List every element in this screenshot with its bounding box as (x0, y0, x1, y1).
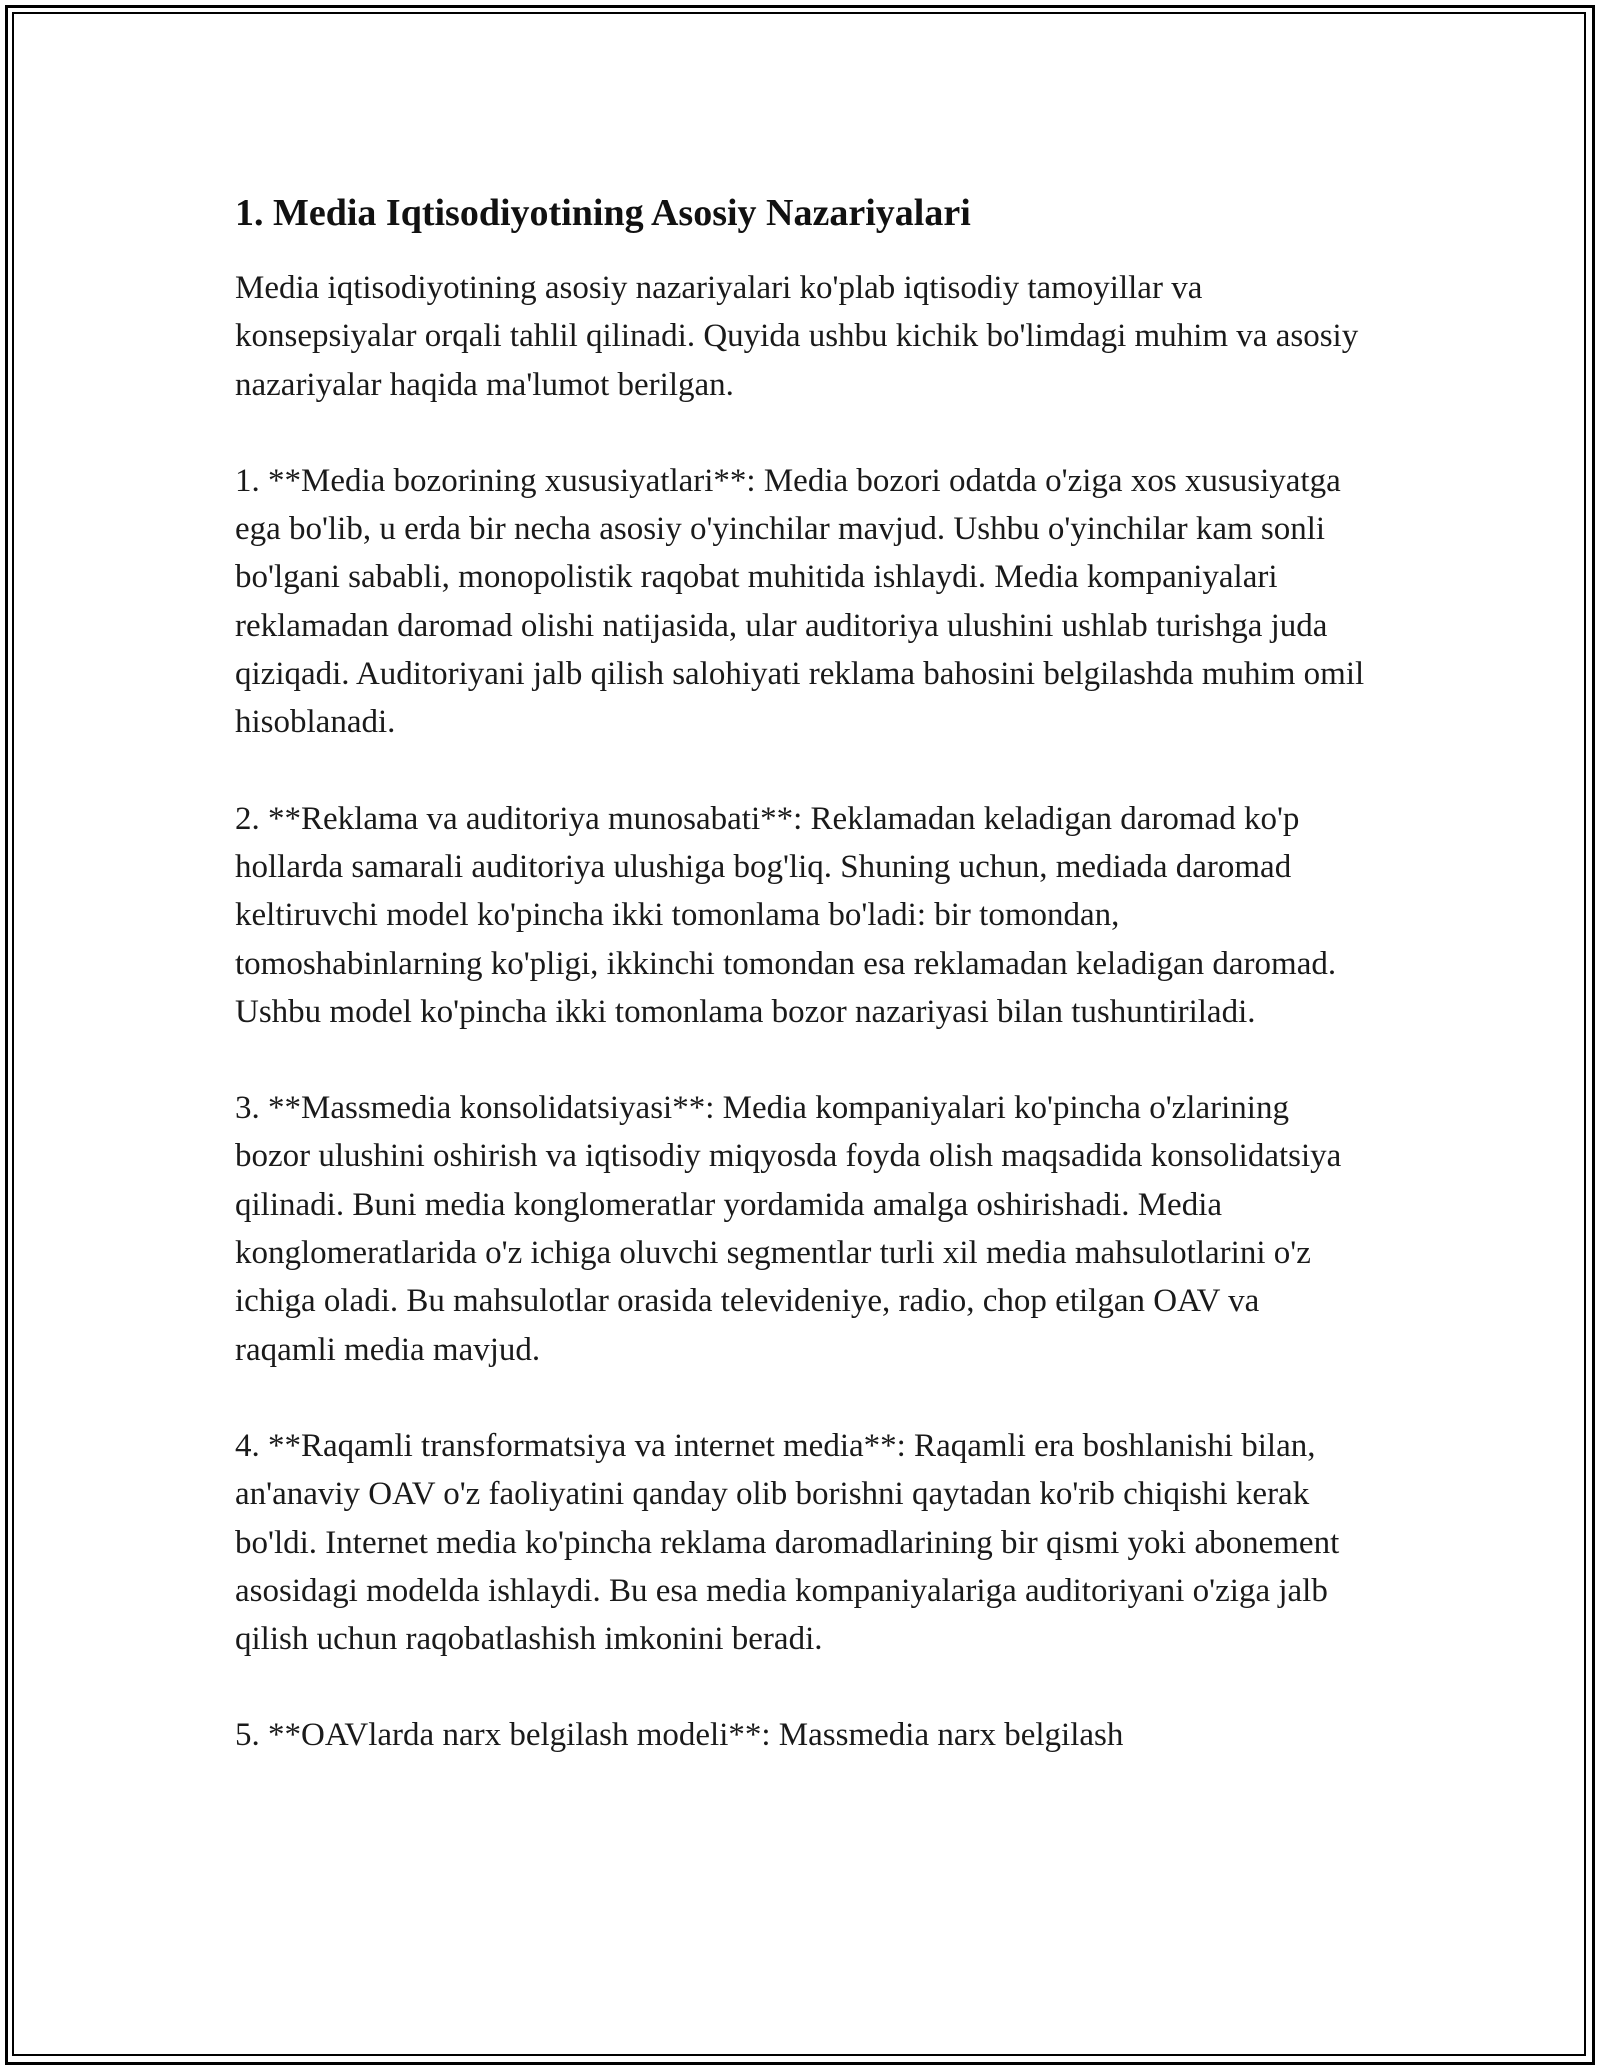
paragraph-consolidation: 3. **Massmedia konsolidatsiyasi**: Media kompaniyalari ko'pincha o'zlarining bozor ulushini oshirish va iqtisodiy miqyosda foyda olish maqsadida konsolidatsiya qilinadi. Buni media konglomeratlar yordamida amalga oshirishadi. Media konglomeratlarida o'z ichiga oluvchi segmentlar turli xil media mahsulotlarini o'z ichiga oladi. Bu mahsulotlar orasida televideniye, radio, chop etilgan OAV va raqamli media mavjud. (235, 1090, 1342, 1368)
paragraph-pricing-model: 5. **OAVlarda narx belgilash modeli**: Massmedia narx belgilash (235, 1717, 1124, 1754)
document-body (235, 188, 1365, 1760)
intro-paragraph: Media iqtisodiyotining asosiy nazariyalari ko'plab iqtisodiy tamoyillar va konsepsiyalar orqali tahlil qilinadi. Quyida ushbu kichik bo'limdagi muhim va asosiy nazariyalar haqida ma'lumot berilgan. (235, 270, 1359, 403)
paragraph-media-market: 1. **Media bozorining xususiyatlari**: Media bozori odatda o'ziga xos xususiyatga ega bo'lib, u erda bir necha asosiy o'yinchilar mavjud. Ushbu o'yinchilar kam sonli bo'lgani sababli, monopolistik raqobat muhitida ishlaydi. Media kompaniyalari reklamadan daromad olishi natijasida, ular auditoriya ulushini ushlab turishga juda qiziqadi. Auditoriyani jalb qilish salohiyati reklama bahosini belgilashda muhim omil hisoblanadi. (235, 462, 1365, 741)
page-title: 1. Media Iqtisodiyotining Asosiy Nazariyalari (235, 192, 971, 234)
paragraph-advertising-audience: 2. **Reklama va auditoriya munosabati**: Reklamadan keladigan daromad ko'p hollarda samarali auditoriya ulushiga bog'liq. Shuning uchun, mediada daromad keltiruvchi model ko'pincha ikki tomonlama bo'ladi: bir tomondan, tomoshabinlarning ko'pligi, ikkinchi tomondan esa reklamadan keladigan daromad. Ushbu model ko'pincha ikki tomonlama bozor nazariyasi bilan tushuntiriladi. (235, 800, 1337, 1030)
paragraph-digital-transformation: 4. **Raqamli transformatsiya va internet media**: Raqamli era boshlanishi bilan, an'anaviy OAV o'z faoliyatini qanday olib borishni qaytadan ko'rib chiqishi kerak bo'ldi. Internet media ko'pincha reklama daromadlarining bir qismi yoki abonement asosidagi modelda ishlaydi. Bu esa media kompaniyalariga auditoriyani o'ziga jalb qilish uchun raqobatlashish imkonini beradi. (235, 1427, 1340, 1658)
